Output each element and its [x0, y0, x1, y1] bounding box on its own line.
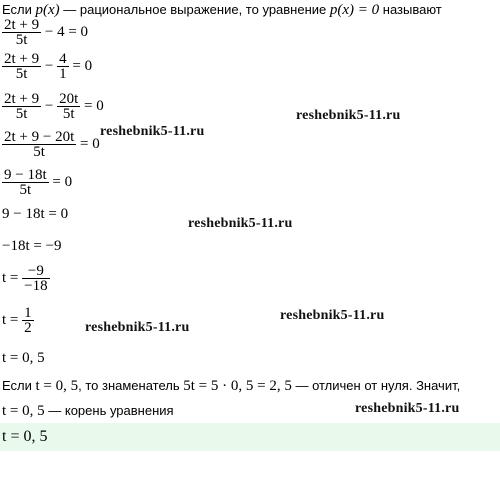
watermark: reshebnik5-11.ru	[85, 320, 190, 335]
step-rest: = 0	[52, 174, 73, 190]
denominator: 5t	[2, 106, 41, 121]
step-lhs: t =	[2, 312, 19, 328]
step-5	[2, 168, 72, 197]
conclusion-expr: 5t = 5 · 0, 5 = 2, 5	[183, 378, 292, 394]
answer-highlight	[0, 423, 500, 451]
fraction	[57, 92, 80, 121]
fraction	[2, 52, 41, 81]
denominator: 5t	[2, 182, 49, 197]
denominator: 5t	[57, 106, 80, 121]
step-3	[2, 92, 104, 121]
step-lhs: t =	[2, 270, 19, 286]
conclusion-t: t = 0, 5	[35, 378, 79, 394]
watermark: reshebnik5-11.ru	[100, 124, 205, 139]
step-7: −18t = −9	[2, 238, 62, 254]
numerator: −9	[27, 263, 44, 279]
conclusion-prefix: Если	[2, 378, 36, 393]
step-rest: = 0	[72, 58, 93, 74]
numerator: 2t + 9 − 20t	[4, 129, 75, 145]
numerator: 1	[24, 305, 32, 321]
fraction	[2, 168, 49, 197]
intro-line	[2, 2, 442, 19]
step-1	[2, 18, 88, 47]
fraction	[57, 52, 69, 81]
denominator: 5t	[2, 32, 41, 47]
step-rest: − 4 = 0	[44, 24, 89, 40]
denominator: 1	[59, 66, 67, 82]
step-rest: = 0	[84, 98, 104, 114]
intro-suffix: называют	[379, 2, 442, 17]
watermark: reshebnik5-11.ru	[188, 216, 293, 231]
fraction	[2, 92, 41, 121]
watermark: reshebnik5-11.ru	[280, 308, 385, 323]
conclusion-middle: , то знаменатель	[78, 378, 184, 393]
numerator: 4	[59, 51, 67, 67]
fraction	[22, 306, 34, 335]
intro-eq: p(x) = 0	[329, 2, 380, 18]
step-9	[2, 306, 34, 335]
minus-sign: −	[44, 58, 54, 74]
answer: t = 0, 5	[2, 428, 48, 445]
step-4	[2, 130, 100, 159]
numerator: 20t	[59, 91, 79, 107]
step-rest: = 0	[80, 136, 100, 152]
conclusion-t: t = 0, 5	[2, 403, 45, 419]
denominator: 5t	[2, 144, 76, 159]
minus-sign: −	[44, 98, 54, 114]
step-8	[2, 264, 50, 293]
watermark: reshebnik5-11.ru	[296, 108, 401, 123]
fraction	[2, 18, 41, 47]
numerator: 9 − 18t	[4, 167, 47, 183]
watermark: reshebnik5-11.ru	[355, 401, 460, 416]
denominator: 2	[24, 320, 32, 336]
fraction	[2, 130, 76, 159]
step-6: 9 − 18t = 0	[2, 206, 69, 222]
intro-prefix: Если	[2, 2, 36, 17]
numerator: 2t + 9	[4, 51, 40, 67]
conclusion-suffix: — отличен от нуля. Значит,	[291, 378, 461, 393]
conclusion-line-2	[2, 403, 174, 420]
intro-px: p(x)	[35, 2, 60, 18]
step-10: t = 0, 5	[2, 350, 45, 366]
conclusion-suffix: — корень уравнения	[44, 403, 174, 418]
numerator: 2t + 9	[4, 17, 40, 33]
conclusion-line-1	[2, 378, 460, 395]
fraction	[22, 264, 49, 293]
step-2	[2, 52, 92, 81]
denominator: 5t	[2, 66, 41, 81]
intro-middle: — рациональное выражение, то уравнение	[59, 2, 330, 17]
denominator: −18	[24, 278, 48, 294]
numerator: 2t + 9	[4, 91, 40, 107]
